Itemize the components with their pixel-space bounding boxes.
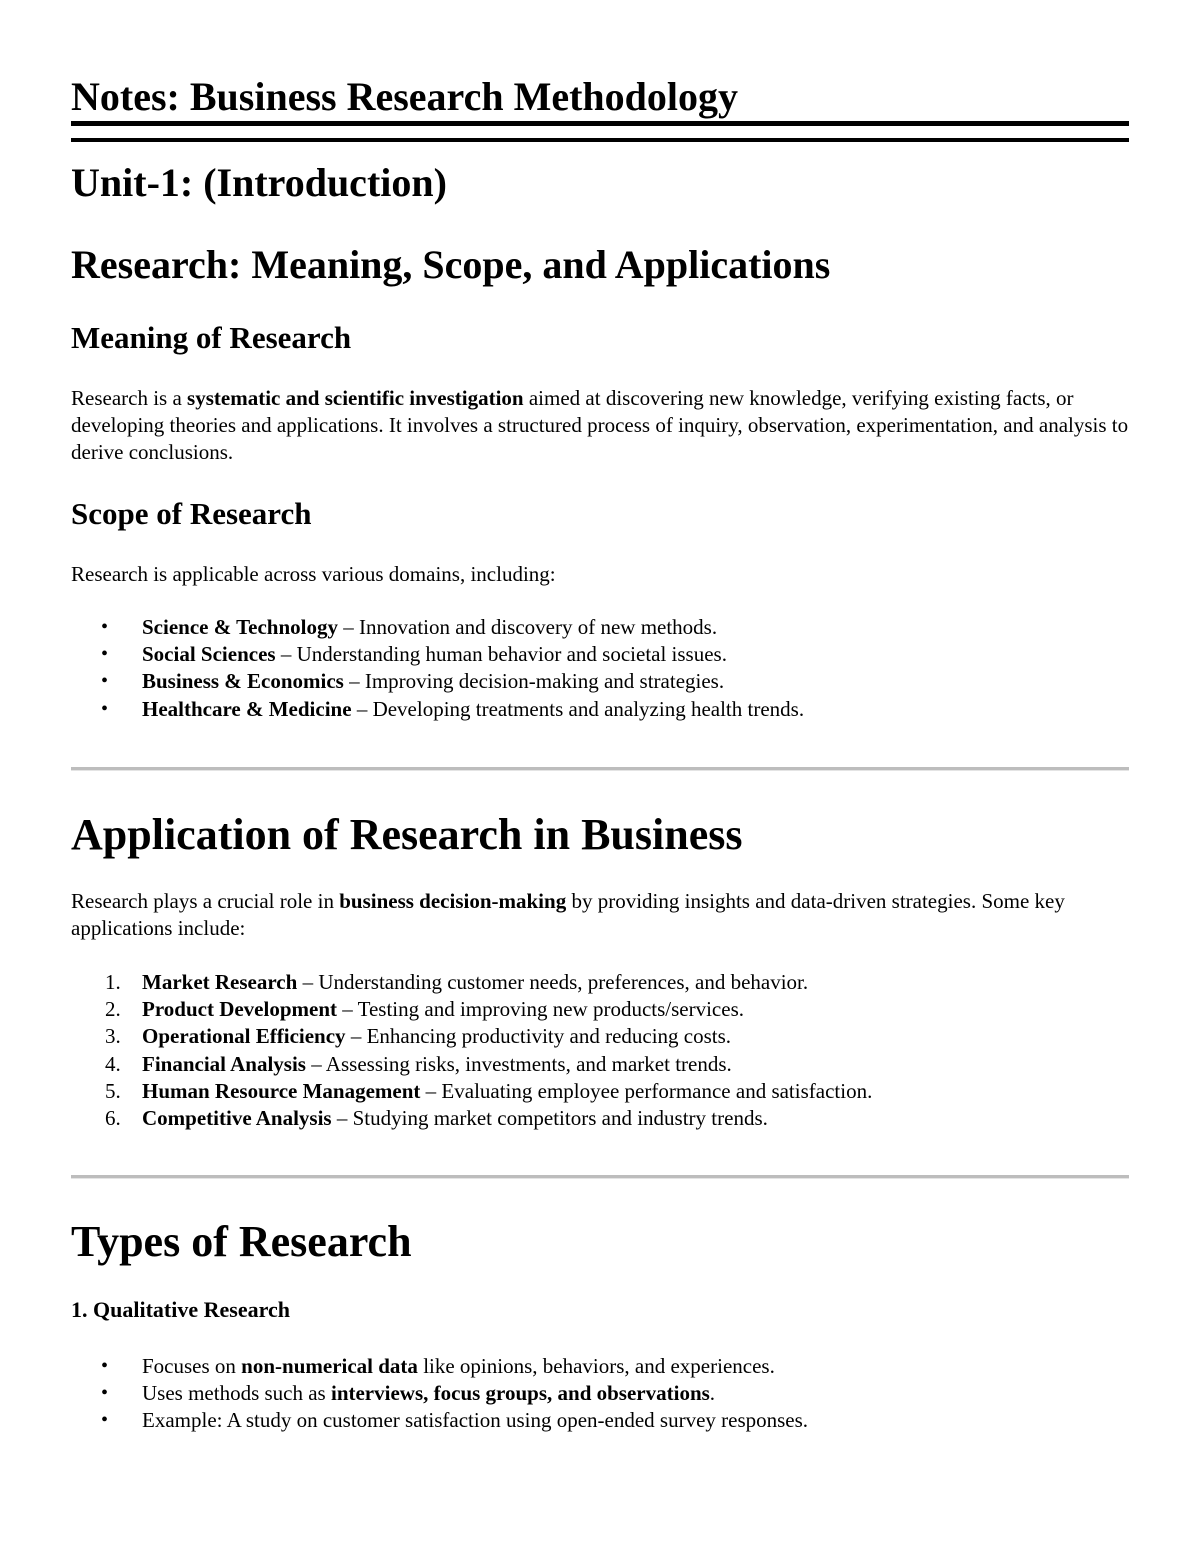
title-underline-top (71, 121, 1129, 126)
list-item: • Uses methods such as interviews, focus groups, and observations. (71, 1380, 808, 1407)
section-divider (71, 767, 1129, 771)
list-item: 4. Financial Analysis – Assessing risks, investments, and market trends. (105, 1051, 732, 1076)
title-underline-bottom (71, 138, 1129, 142)
meaning-paragraph: Research is a systematic and scientific investigation aimed at discovering new knowledge, verifying existing facts, or developing theories and applications. It involves a structured process of inquiry, observation, experimentation, and analysis to derive conclusions. (71, 386, 1129, 464)
scope-intro: Research is applicable across various domains, including: (71, 562, 556, 586)
section-divider (71, 1175, 1129, 1179)
list-item: • Social Sciences – Understanding human behavior and societal issues. (71, 641, 804, 668)
scope-list (71, 614, 804, 723)
business-application-paragraph: Research plays a crucial role in business decision-making by providing insights and data-driven strategies. Some key applications include: (71, 889, 1065, 940)
business-application-list (71, 969, 872, 1132)
section-heading-types-of-research: Types of Research (71, 1217, 412, 1266)
list-item: 3. Operational Efficiency – Enhancing productivity and reducing costs. (105, 1024, 732, 1049)
document-title: Notes: Business Research Methodology (71, 74, 739, 119)
list-item: • Healthcare & Medicine – Developing treatments and analyzing health trends. (71, 696, 804, 723)
list-item: 2. Product Development – Testing and improving new products/services. (105, 997, 744, 1022)
qualitative-research-list (71, 1353, 808, 1435)
meaning-heading: Meaning of Research (71, 320, 352, 355)
list-item: • Focuses on non-numerical data like opinions, behaviors, and experiences. (71, 1353, 808, 1380)
scope-heading: Scope of Research (71, 496, 312, 531)
section-heading-business-application: Application of Research in Business (71, 810, 743, 859)
list-item: 6. Competitive Analysis – Studying market competitors and industry trends. (105, 1106, 768, 1131)
list-item: • Business & Economics – Improving decision-making and strategies. (71, 668, 804, 695)
section-heading-meaning-scope: Research: Meaning, Scope, and Applications (71, 242, 831, 287)
unit-heading: Unit-1: (Introduction) (71, 160, 447, 205)
list-item: • Science & Technology – Innovation and discovery of new methods. (71, 614, 804, 641)
list-item: 1. Market Research – Understanding customer needs, preferences, and behavior. (105, 970, 809, 994)
list-item: 5. Human Resource Management – Evaluating employee performance and satisfaction. (105, 1078, 873, 1103)
qualitative-research-heading: 1. Qualitative Research (71, 1297, 290, 1322)
list-item: • Example: A study on customer satisfaction using open-ended survey responses. (71, 1407, 808, 1434)
